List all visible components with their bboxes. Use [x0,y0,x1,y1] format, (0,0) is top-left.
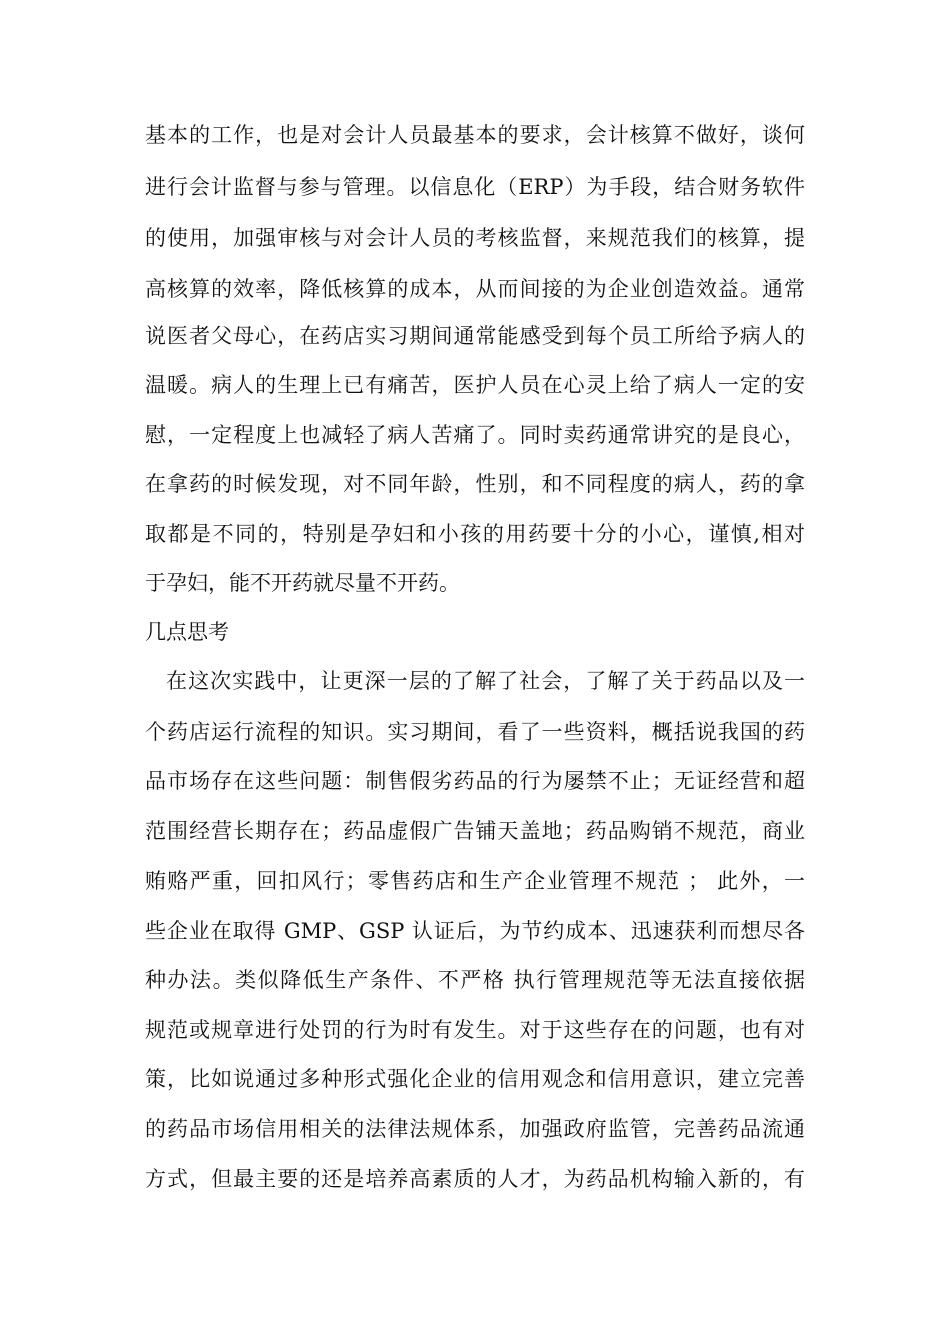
paragraph-2-line-7: 种办法。类似降低生产条件、不严格 执行管理规范等无法直接依据 [145,968,805,992]
paragraph-2-line-11: 方式，但最主要的还是培养高素质的人才，为药品机构输入新的，有 [145,1167,805,1191]
paragraph-1-line-3: 的使用，加强审核与对会计人员的考核监督，来规范我们的核算，提 [145,226,805,250]
paragraph-1-line-5: 说医者父母心，在药店实习期间通常能感受到每个员工所给予病人的 [145,324,805,348]
paragraph-1-line-7: 慰，一定程度上也减轻了病人苦痛了。同时卖药通常讲究的是良心， [145,423,805,447]
paragraph-1-line-9: 取都是不同的，特别是孕妇和小孩的用药要十分的小心，谨慎,相对 [145,522,805,546]
section-heading: 几点思考 [145,620,229,644]
paragraph-1-line-6: 温暖。病人的生理上已有痛苦，医护人员在心灵上给了病人一定的安 [145,373,805,397]
paragraph-2-line-10: 的药品市场信用相关的法律法规体系，加强政府监管，完善药品流通 [145,1117,805,1141]
paragraph-1-line-10: 于孕妇，能不开药就尽量不开药。 [145,571,460,595]
paragraph-1-line-4: 高核算的效率，降低核算的成本，从而间接的为企业创造效益。通常 [145,277,805,301]
paragraph-2-line-6: 些企业在取得 GMP、GSP 认证后，为节约成本、迅速获利而想尽各 [145,919,805,943]
paragraph-2-line-2: 个药店运行流程的知识。实习期间，看了一些资料，概括说我国的药 [145,720,805,744]
paragraph-2-line-1: 在这次实践中，让更深一层的了解了社会，了解了关于药品以及一 [166,669,805,693]
paragraph-1-line-2: 进行会计监督与参与管理。以信息化（ERP）为手段，结合财务软件 [145,175,805,199]
paragraph-2-line-5: 贿赂严重，回扣风行；零售药店和生产企业管理不规范 ； 此外，一 [145,869,805,893]
paragraph-2-line-3: 品市场存在这些问题：制售假劣药品的行为屡禁不止；无证经营和超 [145,769,805,793]
paragraph-2-line-8: 规范或规章进行处罚的行为时有发生。对于这些存在的问题，也有对 [145,1018,805,1042]
paragraph-1-line-8: 在拿药的时候发现，对不同年龄，性别，和不同程度的病人，药的拿 [145,472,805,496]
paragraph-2-line-4: 范围经营长期存在；药品虚假广告铺天盖地；药品购销不规范，商业 [145,819,805,843]
paragraph-1-line-1: 基本的工作，也是对会计人员最基本的要求，会计核算不做好，谈何 [145,123,805,147]
paragraph-2-line-9: 策，比如说通过多种形式强化企业的信用观念和信用意识，建立完善 [145,1067,805,1091]
